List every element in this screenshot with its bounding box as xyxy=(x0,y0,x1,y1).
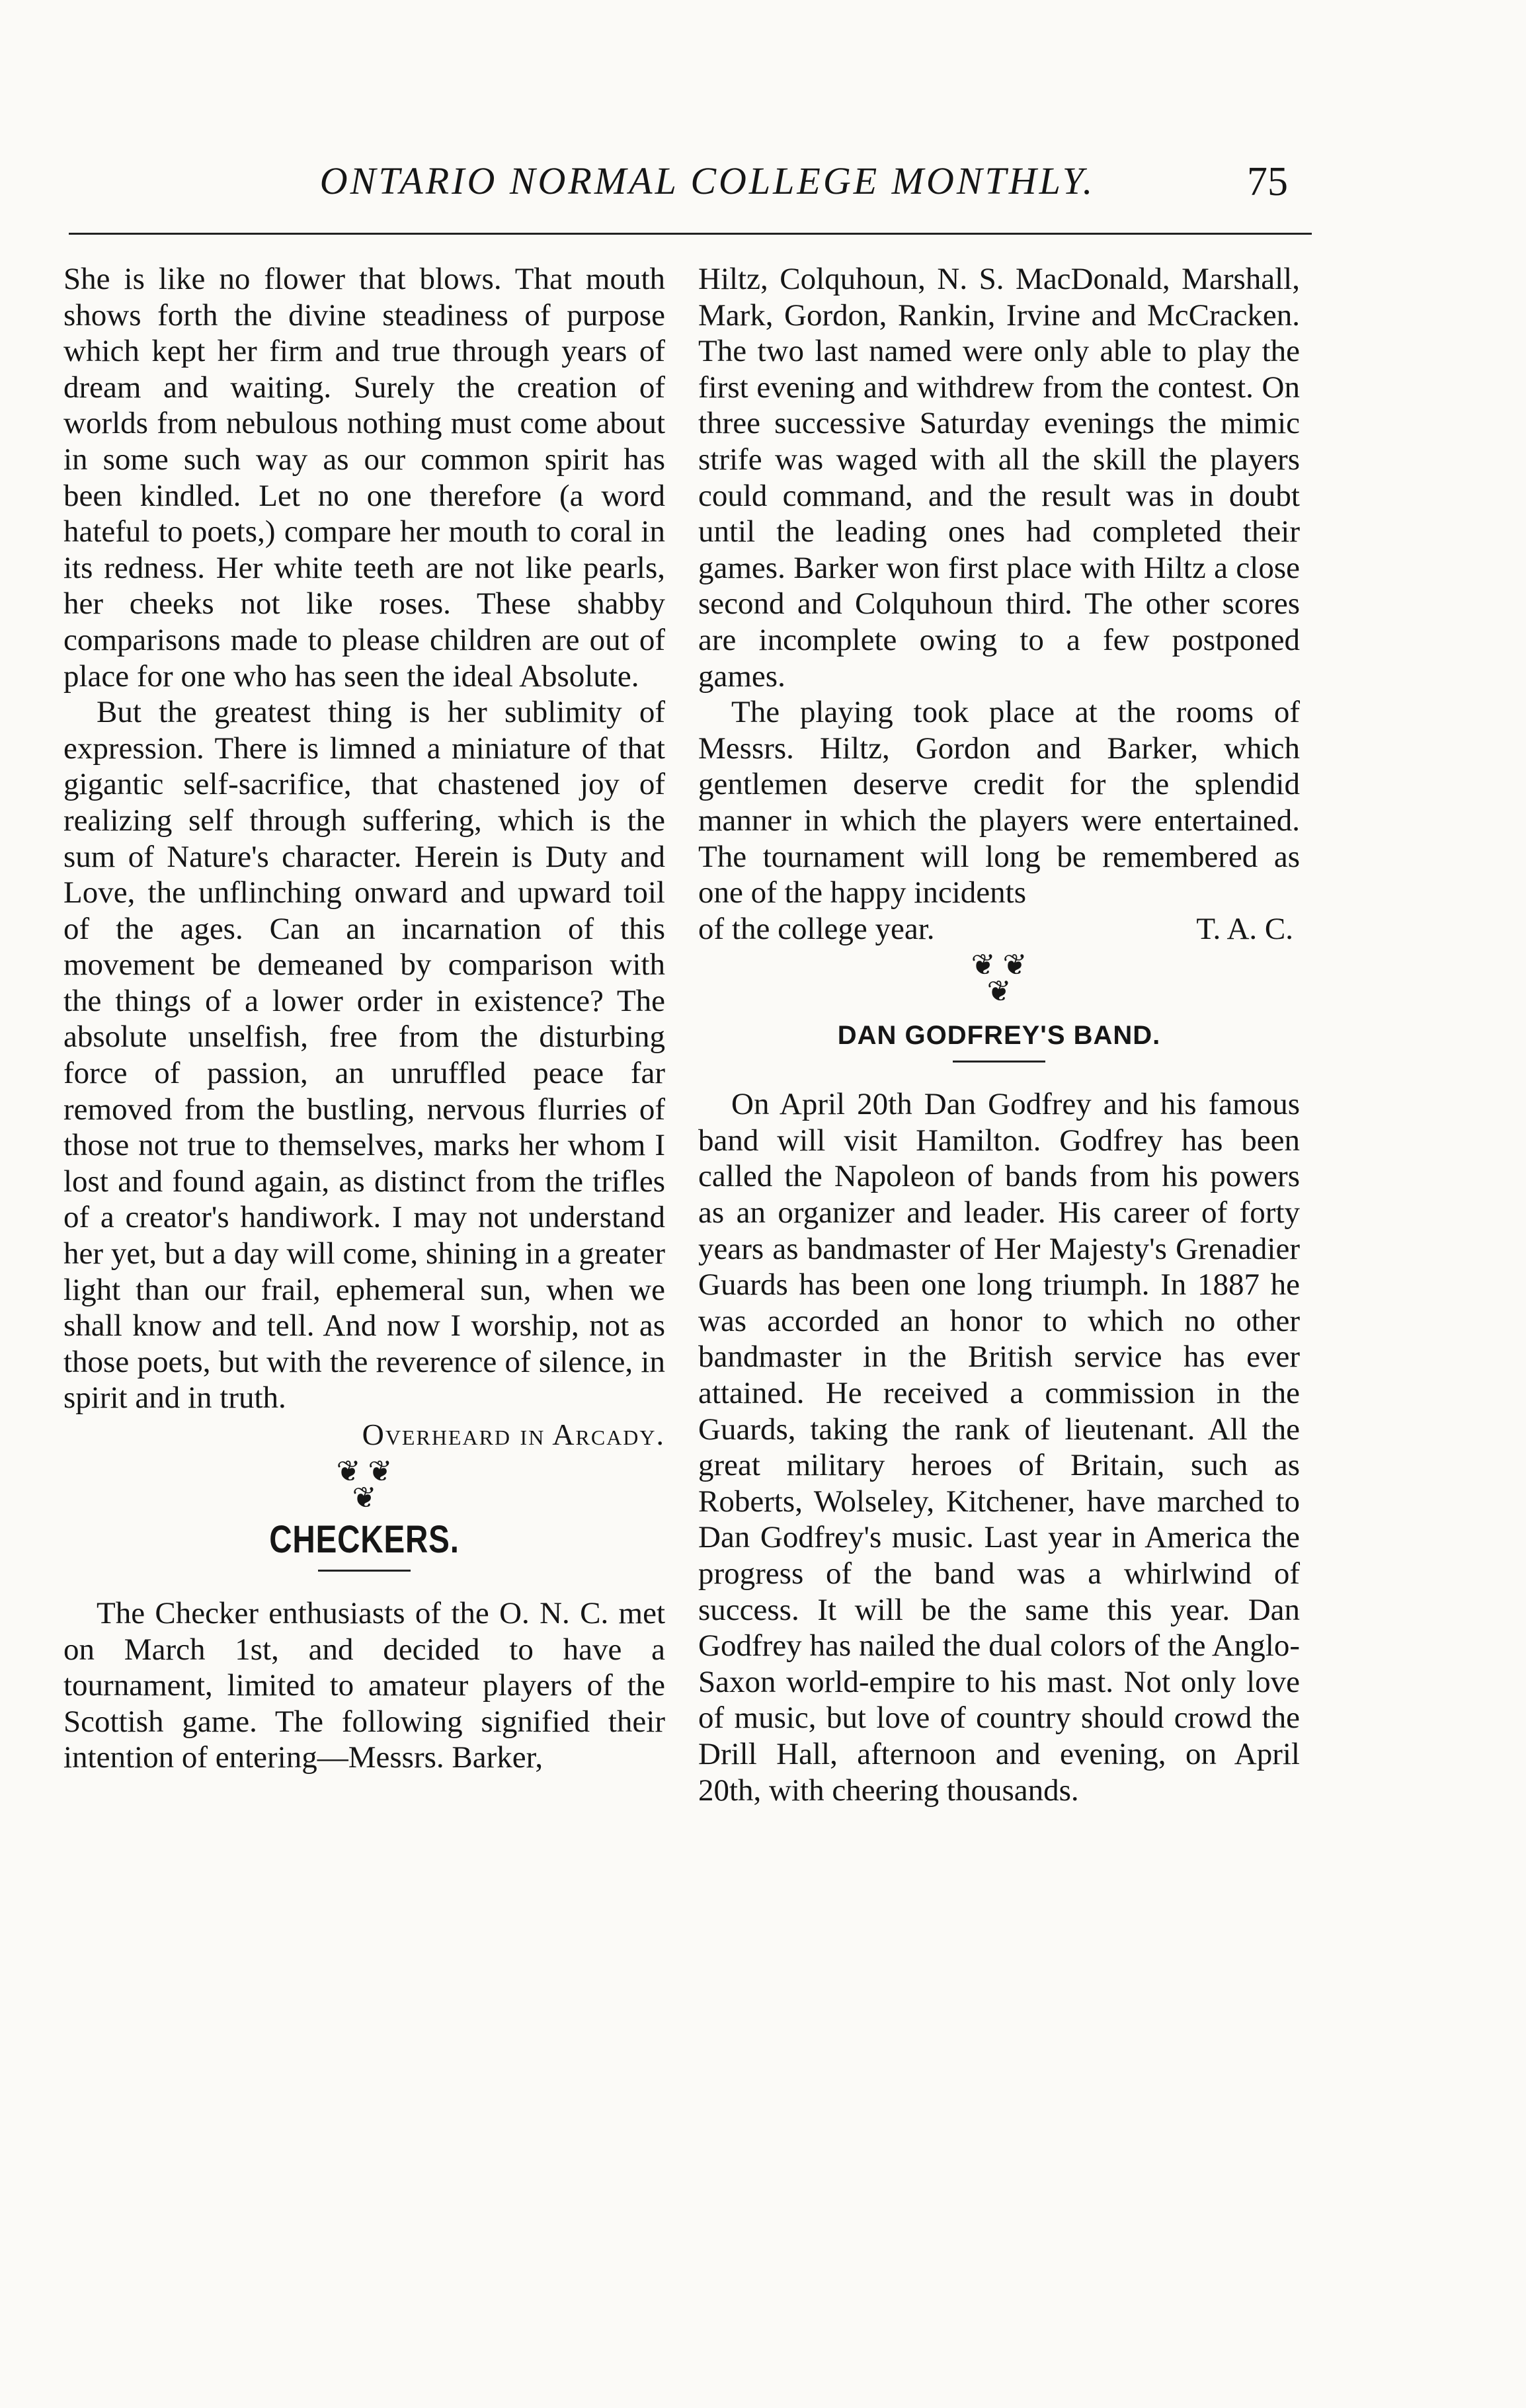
essay-signature: Overheard in Arcady. xyxy=(362,1418,665,1451)
section-rule xyxy=(318,1570,411,1572)
fleuron-ornament xyxy=(698,949,1300,1008)
journal-title: ONTARIO NORMAL COLLEGE MONTHLY. xyxy=(319,159,1096,202)
fleuron-pair: ❦ ❦ xyxy=(971,949,1027,982)
closing-line xyxy=(698,911,1300,947)
checkers-paragraph: The Checker enthusiasts of the O. N. C. met on March 1st, and decided to have a tournament, limited to amateur players of the Scottish game. The following signified their intention of entering—Messrs. Barker, xyxy=(63,1596,665,1775)
closing-line-text: of the college year. xyxy=(698,911,935,946)
right-column xyxy=(698,261,1300,1808)
fleuron-single: ❦ xyxy=(352,1482,377,1514)
essay-paragraph-1: She is like no flower that blows. That mouth shows forth the divine steadiness of purpose which kept her firm and true through years of dream and waiting. Surely the creation of worlds from nebulous nothing must come about in some such way as our common spirit has been kindled. Let no one therefore (a word hateful to poets,) compare her mouth to coral in its redness. Her white teeth are not like pearls, her cheeks not like roses. These shabby comparisons made to please children are out of place for one who has seen the ideal Absolute. xyxy=(63,262,665,694)
checkers-continued-paragraph: Hiltz, Colquhoun, N. S. MacDonald, Marshall, Mark, Gordon, Rankin, Irvine and McCracken. The two last named were only able to play the first evening and withdrew from the contest. On three successive Saturday evenings the mimic strife was waged with all the skill the players could command, and the result was in doubt until the leading ones had completed their games. Barker won first place with Hiltz a close second and Colquhoun third. The other scores are incomplete owing to a few postponed games. xyxy=(698,262,1300,694)
running-head xyxy=(0,159,1526,212)
header-rule xyxy=(69,233,1312,235)
fleuron-single: ❦ xyxy=(986,975,1012,1008)
fleuron-pair: ❦ ❦ xyxy=(336,1455,393,1488)
author-initials: T. A. C. xyxy=(1196,911,1293,946)
essay-paragraph-2: But the greatest thing is her sublimity of expression. There is limned a miniature of that gigantic self-sacrifice, that chastened joy of realizing self through suffering, which is the sum of Nature's character. Herein is Duty and Love, the unflinching onward and upward toil of the ages. Can an incarnation of this movement be demeaned by comparison with the things of a lower order in existence? The absolute unselfish, free from the disturbing force of passion, an unruffled peace far removed from the bustling, nervous flurries of those not true to themselves, marks her whom I lost and found again, as distinct from the trifles of a creator's handiwork. I may not understand her yet, but a day will come, shining in a greater light than our frail, ephemeral sun, when we shall know and tell. And now I worship, not as those poets, but with the reverence of silence, in spirit and in truth. xyxy=(63,695,665,1416)
left-column xyxy=(63,261,665,1776)
checkers-closing-paragraph: The playing took place at the rooms of Messrs. Hiltz, Gordon and Barker, which gentlemen deserve credit for the splendid manner in which the players were entertained. The tournament will long be remembered as one of the happy incidents xyxy=(698,695,1300,910)
page-number: 75 xyxy=(1247,159,1288,204)
dan-godfrey-heading: DAN GODFREY'S BAND. xyxy=(837,1021,1161,1051)
section-rule xyxy=(953,1061,1045,1063)
dan-godfrey-paragraph: On April 20th Dan Godfrey and his famous band will visit Hamilton. Godfrey has been called the Napoleon of bands from his powers as an organizer and leader. His career of forty years as bandmaster of Her Majesty's Grenadier Guards has been one long triumph. In 1887 he was accorded an honor to which no other bandmaster in the British service has ever attained. He received a commission in the Guards, taking the rank of lieutenant. All the great military heroes of Britain, such as Roberts, Wolseley, Kitchener, have marched to Dan Godfrey's music. Last year in America the progress of the band was a whirlwind of success. It will be the same this year. Dan Godfrey has nailed the dual colors of the Anglo-Saxon world-empire to his mast. Not only love of music, but love of country should crowd the Drill Hall, afternoon and evening, on April 20th, with cheering thousands. xyxy=(698,1087,1300,1808)
fleuron-ornament xyxy=(63,1455,665,1514)
checkers-heading: CHECKERS. xyxy=(269,1518,460,1561)
